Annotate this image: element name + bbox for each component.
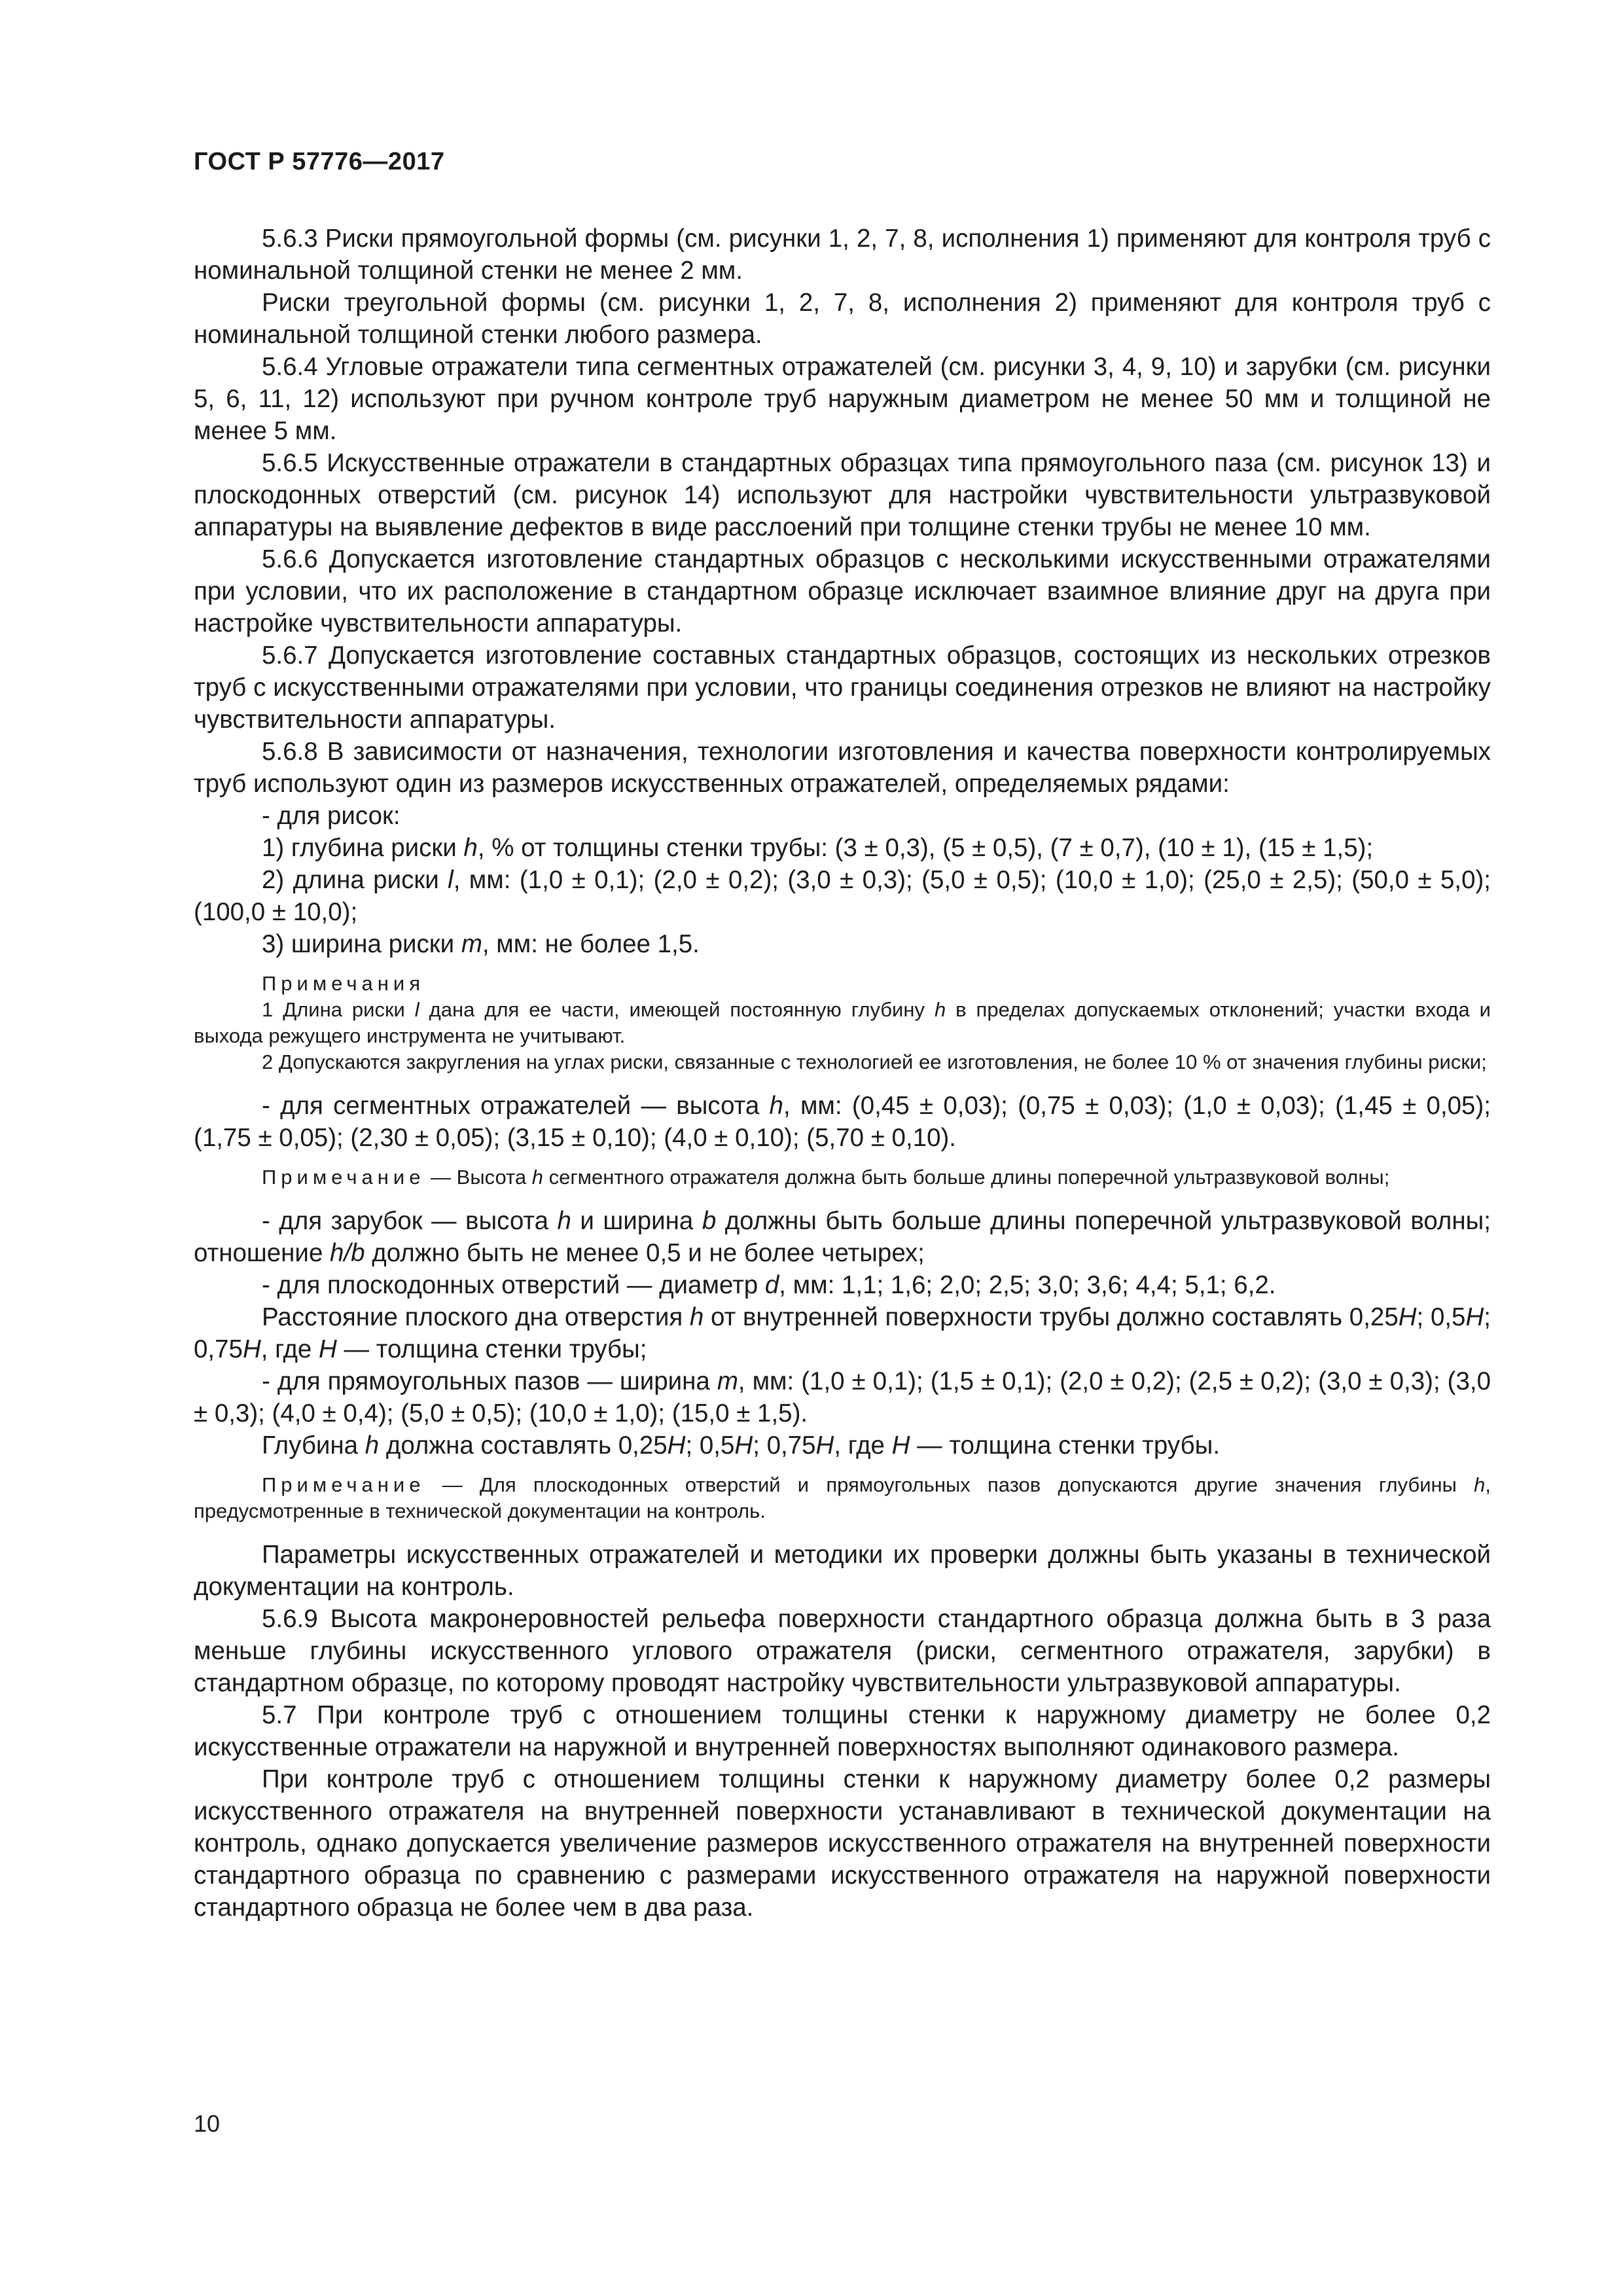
list-item-notch-depth: 1) глубина риски h, % от толщины стенки трубы: (3 ± 0,3), (5 ± 0,5), (7 ± 0,7), (10 ± 1), (15 ± 1,5); xyxy=(262,834,1374,862)
paragraph-5-6-5: 5.6.5 Искусственные отражатели в стандартных образцах типа прямоугольного паза (см. рисунок 13) и плоскодонных отверстий (см. рисунок 14) используют для настройки чувствительности ультразвуковой аппаратуры на выявление дефектов в виде расслоений при толщине стенки трубы не менее 10 мм. xyxy=(194,449,1491,541)
document-body xyxy=(194,223,1491,1924)
list-notches-heading: - для рисок: xyxy=(262,802,401,830)
list-item-notch-width: 3) ширина риски m, мм: не более 1,5. xyxy=(262,930,700,958)
note-heading: Примечания xyxy=(262,972,425,995)
paragraph-groove-depth: Глубина h должна составлять 0,25H; 0,5H; 0,75H, где H — толщина стенки трубы. xyxy=(262,1431,1221,1460)
list-item-notch-length: 2) длина риски l, мм: (1,0 ± 0,1); (2,0 ± 0,2); (3,0 ± 0,3); (5,0 ± 0,5); (10,0 ± 1,0); (25,0 ± 2,5); (50,0 ± 5,0); (100,0 ± 10,0); xyxy=(194,866,1491,926)
note-2: 2 Допускаются закругления на углах риски, связанные с технологией ее изготовления, не более 10 % от значения глубины риски; xyxy=(262,1050,1487,1073)
paragraph-5-7: 5.7 При контроле труб с отношением толщины стенки к наружному диаметру не более 0,2 искусственные отражатели на наружной и внутренней поверхностях выполняют одинакового размера. xyxy=(194,1701,1491,1761)
page-number: 10 xyxy=(194,2110,221,2137)
list-item-flat-bottom-holes: - для плоскодонных отверстий — диаметр d, мм: 1,1; 1,6; 2,0; 2,5; 3,0; 3,6; 4,4; 5,1; 6,2. xyxy=(262,1271,1276,1299)
document-header: ГОСТ Р 57776—2017 xyxy=(194,148,445,175)
paragraph-5-7-continued: При контроле труб с отношением толщины стенки к наружному диаметру более 0,2 размеры искусственного отражателя на внутренней поверхности устанавливают в технической документации на контроль, однако допускается увеличение размеров искусственного отражателя на внутренней поверхности стандартного образца по сравнению с размерами искусственного отражателя на наружной поверхности стандартного образца не более чем в два раза. xyxy=(194,1765,1491,1922)
list-item-notches-zarubki: - для зарубок — высота h и ширина b должны быть больше длины поперечной ультразвуковой волны; отношение h/b должно быть не менее 0,5 и не более четырех; xyxy=(194,1207,1491,1267)
paragraph-triangular-notches: Риски треугольной формы (см. рисунки 1, 2, 7, 8, исполнения 2) применяют для контроля труб с номинальной толщиной стенки любого размера. xyxy=(194,289,1491,349)
paragraph-5-6-6: 5.6.6 Допускается изготовление стандартных образцов с несколькими искусственными отражателями при условии, что их расположение в стандартном образце исключает взаимное влияние друг на друга при настройке чувствительности аппаратуры. xyxy=(194,545,1491,637)
note-1: 1 Длина риски l дана для ее части, имеющей постоянную глубину h в пределах допускаемых отклонений; участки входа и выхода режущего инструмента не учитывают. xyxy=(194,998,1491,1047)
list-item-rectangular-grooves: - для прямоугольных пазов — ширина m, мм: (1,0 ± 0,1); (1,5 ± 0,1); (2,0 ± 0,2); (2,5 ± 0,2); (3,0 ± 0,3); (3,0 ± 0,3); (4,0 ± 0,4); (5,0 ± 0,5); (10,0 ± 1,0); (15,0 ± 1,5). xyxy=(194,1367,1491,1427)
list-item-segment-reflectors: - для сегментных отражателей — высота h, мм: (0,45 ± 0,03); (0,75 ± 0,03); (1,0 ± 0,03); (1,45 ± 0,05); (1,75 ± 0,05); (2,30 ± 0,05); (3,15 ± 0,10); (4,0 ± 0,10); (5,70 ± 0,10). xyxy=(194,1092,1491,1152)
paragraph-hole-distance: Расстояние плоского дна отверстия h от внутренней поверхности трубы должно составлять 0,25H; 0,5H; 0,75H, где H — толщина стенки трубы; xyxy=(194,1303,1491,1363)
paragraph-parameters: Параметры искусственных отражателей и методики их проверки должны быть указаны в технической документации на контроль. xyxy=(194,1541,1491,1601)
paragraph-5-6-4: 5.6.4 Угловые отражатели типа сегментных отражателей (см. рисунки 3, 4, 9, 10) и зарубки (см. рисунки 5, 6, 11, 12) используют при ручном контроле труб наружным диаметром не менее 50 мм и толщиной не менее 5 мм. xyxy=(194,353,1491,445)
paragraph-5-6-3: 5.6.3 Риски прямоугольной формы (см. рисунки 1, 2, 7, 8, исполнения 1) применяют для контроля труб с номинальной толщиной стенки не менее 2 мм. xyxy=(194,224,1491,285)
paragraph-5-6-9: 5.6.9 Высота макронеровностей рельефа поверхности стандартного образца должна быть в 3 раза меньше глубины искусственного углового отражателя (риски, сегментного отражателя, зарубки) в стандартном образце, по которому проводят настройку чувствительности ультразвуковой аппаратуры. xyxy=(194,1605,1491,1697)
paragraph-5-6-7: 5.6.7 Допускается изготовление составных стандартных образцов, состоящих из нескольких отрезков труб с искусственными отражателями при условии, что границы соединения отрезков не влияют на настройку чувствительности аппаратуры. xyxy=(194,641,1491,734)
paragraph-5-6-8: 5.6.8 В зависимости от назначения, технологии изготовления и качества поверхности контролируемых труб используют один из размеров искусственных отражателей, определяемых рядами: xyxy=(194,738,1491,798)
note-other-depths: Примечание — Для плоскодонных отверстий и прямоугольных пазов допускаются другие значения глубины h, предусмотренные в технической документации на контроль. xyxy=(194,1473,1491,1522)
note-segment-height: Примечание — Высота h сегментного отражателя должна быть больше длины поперечной ультразвуковой волны; xyxy=(262,1166,1390,1189)
